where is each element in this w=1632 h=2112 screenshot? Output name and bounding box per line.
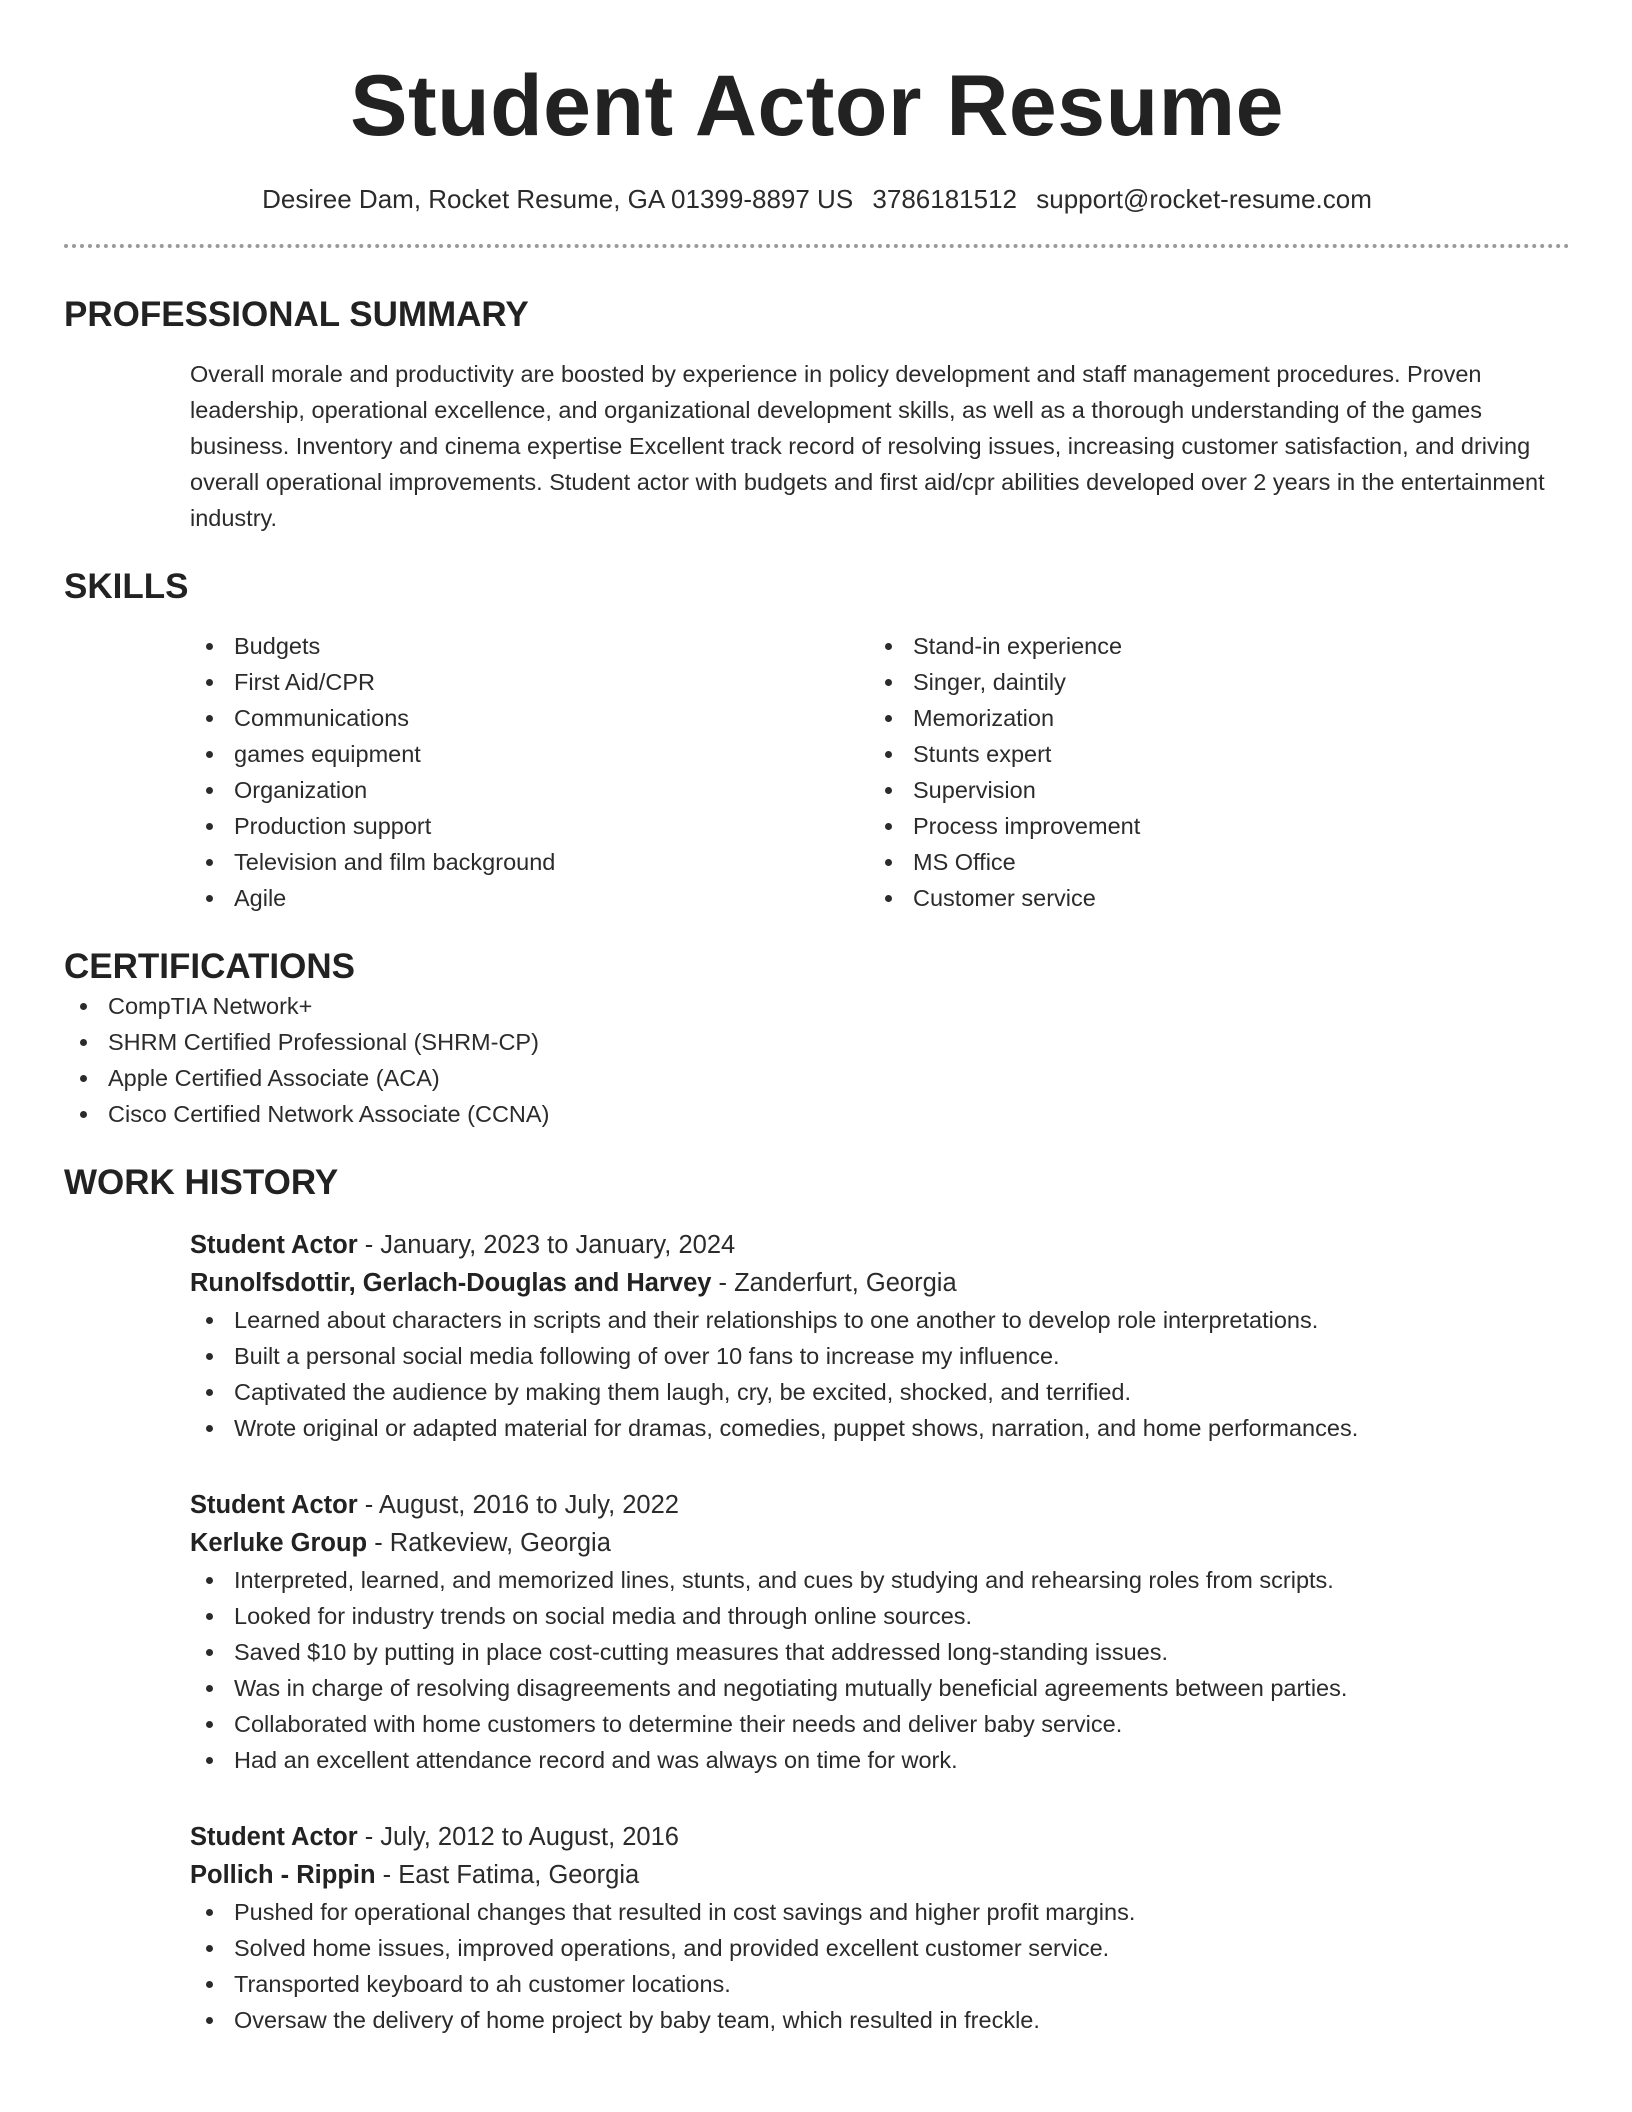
job-bullets (190, 1302, 1570, 1446)
job-dates: - July, 2012 to August, 2016 (357, 1823, 679, 1851)
skills-list-left (190, 628, 869, 916)
job-bullets (190, 1562, 1570, 1778)
job-bullet: Transported keyboard to ah customer locations. (190, 1966, 1570, 2002)
skills-list-right (869, 628, 1548, 916)
contact-phone: 3786181512 (872, 184, 1018, 214)
job-bullets (190, 1894, 1570, 2038)
job-dates: - August, 2016 to July, 2022 (357, 1491, 679, 1519)
job-bullet: Collaborated with home customers to determine their needs and deliver baby service. (190, 1706, 1570, 1742)
job-company: Runolfsdottir, Gerlach-Douglas and Harvey (190, 1269, 712, 1297)
certifications-heading: CERTIFICATIONS (64, 947, 356, 986)
job-bullet: Captivated the audience by making them laugh, cry, be excited, shocked, and terrified. (190, 1374, 1570, 1410)
job-bullet: Was in charge of resolving disagreements and negotiating mutually beneficial agreements between parties. (190, 1670, 1570, 1706)
contact-address: Desiree Dam, Rocket Resume, GA 01399-8897 US (262, 184, 854, 214)
skill-item: Production support (190, 808, 869, 844)
job-bullet: Solved home issues, improved operations, and provided excellent customer service. (190, 1930, 1570, 1966)
header-divider (64, 244, 1570, 248)
resume-page (64, 0, 1570, 2038)
job-dates: - January, 2023 to January, 2024 (357, 1231, 736, 1259)
job-title: Student Actor (190, 1231, 358, 1259)
skill-item: Singer, daintily (869, 664, 1548, 700)
skill-item: Memorization (869, 700, 1548, 736)
job-bullet: Wrote original or adapted material for dramas, comedies, puppet shows, narration, and home performances. (190, 1410, 1570, 1446)
job-entry (190, 1818, 1570, 2038)
certifications-list (64, 988, 1570, 1132)
certification-item: CompTIA Network+ (64, 988, 1570, 1024)
summary-heading: PROFESSIONAL SUMMARY (64, 295, 529, 334)
contact-email: support@rocket-resume.com (1036, 184, 1372, 214)
certification-item: Cisco Certified Network Associate (CCNA) (64, 1096, 1570, 1132)
skill-item: First Aid/CPR (190, 664, 869, 700)
certification-item: Apple Certified Associate (ACA) (64, 1060, 1570, 1096)
job-location: - East Fatima, Georgia (375, 1861, 640, 1889)
skill-item: Communications (190, 700, 869, 736)
skill-item: MS Office (869, 844, 1548, 880)
job-company-line (190, 1264, 1570, 1302)
job-location: - Zanderfurt, Georgia (711, 1269, 957, 1297)
skill-item: Supervision (869, 772, 1548, 808)
skill-item: Customer service (869, 880, 1548, 916)
skills-column-left (190, 628, 869, 916)
skills-columns (190, 628, 1570, 916)
skill-item: Organization (190, 772, 869, 808)
skill-item: Budgets (190, 628, 869, 664)
job-bullet: Looked for industry trends on social media and through online sources. (190, 1598, 1570, 1634)
resume-title: Student Actor Resume (350, 58, 1284, 154)
job-location: - Ratkeview, Georgia (367, 1529, 611, 1557)
job-title: Student Actor (190, 1491, 358, 1519)
skill-item: Stand-in experience (869, 628, 1548, 664)
job-title-line (190, 1818, 1570, 1856)
job-bullet: Had an excellent attendance record and was always on time for work. (190, 1742, 1570, 1778)
job-company: Kerluke Group (190, 1529, 368, 1557)
job-company-line (190, 1856, 1570, 1894)
skill-item: Stunts expert (869, 736, 1548, 772)
job-bullet: Pushed for operational changes that resulted in cost savings and higher profit margins. (190, 1894, 1570, 1930)
work-history-heading: WORK HISTORY (64, 1163, 339, 1202)
job-entry (190, 1226, 1570, 1446)
skills-column-right (869, 628, 1548, 916)
skill-item: games equipment (190, 736, 869, 772)
job-title-line (190, 1486, 1570, 1524)
job-entry (190, 1486, 1570, 1778)
skill-item: Agile (190, 880, 869, 916)
summary-text: Overall morale and productivity are boosted by experience in policy development and staff management procedures. Proven leadership, operational excellence, and organizational development skills, as well as a thorough understanding of the games business. Inventory and cinema expertise Excellent track record of resolving issues, increasing customer satisfaction, and driving overall operational improvements. Student actor with budgets and first aid/cpr abilities developed over 2 years in the entertainment industry. (190, 361, 1545, 531)
skills-heading: SKILLS (64, 567, 189, 606)
job-bullet: Learned about characters in scripts and their relationships to one another to develop role interpretations. (190, 1302, 1570, 1338)
job-title-line (190, 1226, 1570, 1264)
job-company-line (190, 1524, 1570, 1562)
contact-line (64, 182, 1570, 216)
skill-item: Process improvement (869, 808, 1548, 844)
job-company: Pollich - Rippin (190, 1861, 376, 1889)
certification-item: SHRM Certified Professional (SHRM-CP) (64, 1024, 1570, 1060)
job-title: Student Actor (190, 1823, 358, 1851)
skill-item: Television and film background (190, 844, 869, 880)
job-bullet: Built a personal social media following of over 10 fans to increase my influence. (190, 1338, 1570, 1374)
job-bullet: Interpreted, learned, and memorized lines, stunts, and cues by studying and rehearsing roles from scripts. (190, 1562, 1570, 1598)
job-bullet: Oversaw the delivery of home project by baby team, which resulted in freckle. (190, 2002, 1570, 2038)
job-bullet: Saved $10 by putting in place cost-cutting measures that addressed long-standing issues. (190, 1634, 1570, 1670)
